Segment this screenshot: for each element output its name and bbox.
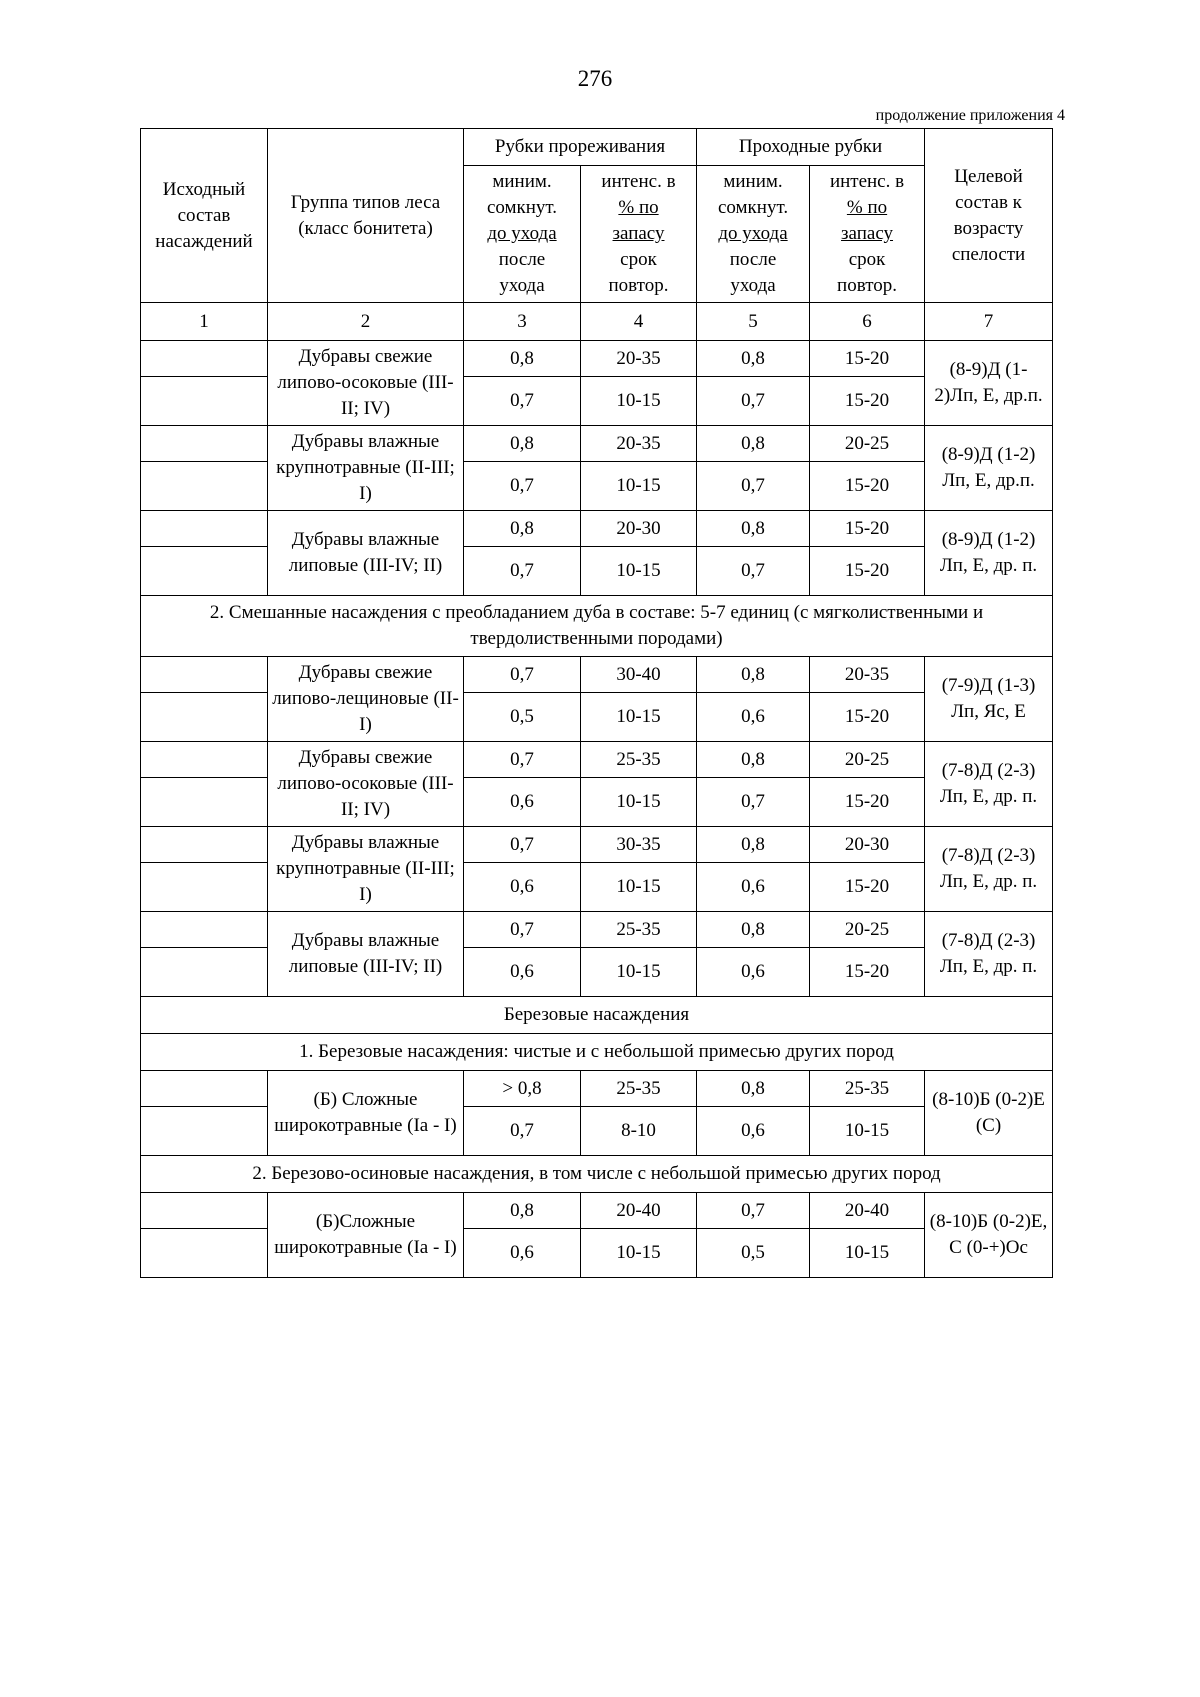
min-density-a-cell: 0,8 <box>464 1193 581 1229</box>
intensity-a-cell: 10-15 <box>581 377 697 426</box>
min-density-b-cell: 0,7 <box>697 1193 810 1229</box>
min-density-a-cell: 0,7 <box>464 377 581 426</box>
header-target-composition: Целевой состав к возрасту спелости <box>925 129 1053 303</box>
initial-composition-cell <box>141 377 268 426</box>
forest-type-group-cell: Дубравы влажные липовые (III-IV; II) <box>268 511 464 596</box>
initial-composition-cell <box>141 1071 268 1107</box>
column-number: 3 <box>464 303 581 341</box>
min-density-b-cell: 0,6 <box>697 1107 810 1156</box>
section-row <box>141 1034 1053 1071</box>
initial-composition-cell <box>141 742 268 778</box>
initial-composition-cell <box>141 341 268 377</box>
intensity-b-cell: 15-20 <box>810 462 925 511</box>
initial-composition-cell <box>141 547 268 596</box>
min-density-b-cell: 0,8 <box>697 912 810 948</box>
target-composition-cell: (8-10)Б (0-2)Е, С (0-+)Ос <box>925 1193 1053 1278</box>
column-number: 5 <box>697 303 810 341</box>
min-density-a-cell: 0,8 <box>464 341 581 377</box>
section-title: Березовые насаждения <box>141 997 1053 1034</box>
intensity-b-cell: 10-15 <box>810 1107 925 1156</box>
intensity-b-cell: 20-25 <box>810 742 925 778</box>
table-row <box>141 827 1053 863</box>
forest-type-group-cell: Дубравы свежие липово-осоковые (III-II; IV) <box>268 341 464 426</box>
min-density-a-cell: 0,7 <box>464 547 581 596</box>
initial-composition-cell <box>141 863 268 912</box>
min-density-b-cell: 0,6 <box>697 693 810 742</box>
column-number: 6 <box>810 303 925 341</box>
forest-type-group-cell: Дубравы свежие липово-лещиновые (II-I) <box>268 657 464 742</box>
min-density-a-cell: 0,6 <box>464 863 581 912</box>
min-density-a-cell: 0,7 <box>464 827 581 863</box>
intensity-a-cell: 20-30 <box>581 511 697 547</box>
intensity-b-cell: 20-30 <box>810 827 925 863</box>
forest-type-group-cell: Дубравы влажные крупнотравные (II-III; I) <box>268 827 464 912</box>
min-density-a-cell: 0,8 <box>464 426 581 462</box>
header-initial-composition: Исходный состав насаждений <box>141 129 268 303</box>
initial-composition-cell <box>141 912 268 948</box>
section-row <box>141 1156 1053 1193</box>
min-density-a-cell: 0,8 <box>464 511 581 547</box>
min-density-b-cell: 0,8 <box>697 827 810 863</box>
intensity-b-cell: 25-35 <box>810 1071 925 1107</box>
initial-composition-cell <box>141 657 268 693</box>
header-min-density-b: миним. сомкнут. до ухода после ухода <box>697 166 810 303</box>
header-intensity-b: интенс. в % по запасу срок повтор. <box>810 166 925 303</box>
min-density-a-cell: 0,6 <box>464 778 581 827</box>
intensity-a-cell: 25-35 <box>581 742 697 778</box>
min-density-b-cell: 0,5 <box>697 1229 810 1278</box>
table-row <box>141 657 1053 693</box>
section-title: 2. Березово-осиновые насаждения, в том числе с небольшой примесью других пород <box>141 1156 1053 1193</box>
initial-composition-cell <box>141 1107 268 1156</box>
table-row <box>141 1193 1053 1229</box>
initial-composition-cell <box>141 778 268 827</box>
min-density-a-cell: 0,5 <box>464 693 581 742</box>
intensity-a-cell: 10-15 <box>581 948 697 997</box>
initial-composition-cell <box>141 462 268 511</box>
intensity-a-cell: 10-15 <box>581 462 697 511</box>
min-density-b-cell: 0,8 <box>697 426 810 462</box>
section-title: 2. Смешанные насаждения с преобладанием дуба в составе: 5-7 единиц (с мягколиственными и твердолиственными породами) <box>141 596 1053 657</box>
min-density-a-cell: 0,7 <box>464 742 581 778</box>
header-intensity-a: интенс. в % по запасу срок повтор. <box>581 166 697 303</box>
forest-type-group-cell: Дубравы влажные липовые (III-IV; II) <box>268 912 464 997</box>
intensity-b-cell: 15-20 <box>810 863 925 912</box>
intensity-a-cell: 20-35 <box>581 341 697 377</box>
intensity-a-cell: 10-15 <box>581 547 697 596</box>
intensity-b-cell: 10-15 <box>810 1229 925 1278</box>
min-density-a-cell: 0,7 <box>464 462 581 511</box>
target-composition-cell: (7-8)Д (2-3) Лп, Е, др. п. <box>925 742 1053 827</box>
initial-composition-cell <box>141 426 268 462</box>
column-number: 2 <box>268 303 464 341</box>
section-row <box>141 997 1053 1034</box>
intensity-b-cell: 20-25 <box>810 426 925 462</box>
header-row-top <box>141 129 1053 166</box>
target-composition-cell: (8-10)Б (0-2)Е (С) <box>925 1071 1053 1156</box>
intensity-a-cell: 10-15 <box>581 1229 697 1278</box>
initial-composition-cell <box>141 827 268 863</box>
section-row <box>141 596 1053 657</box>
table-row <box>141 912 1053 948</box>
min-density-a-cell: 0,7 <box>464 912 581 948</box>
intensity-b-cell: 15-20 <box>810 547 925 596</box>
forest-type-group-cell: (Б) Сложные широкотравные (Ia - I) <box>268 1071 464 1156</box>
initial-composition-cell <box>141 511 268 547</box>
column-number-row <box>141 303 1053 341</box>
min-density-b-cell: 0,8 <box>697 657 810 693</box>
min-density-a-cell: 0,7 <box>464 1107 581 1156</box>
column-number: 7 <box>925 303 1053 341</box>
intensity-b-cell: 20-35 <box>810 657 925 693</box>
target-composition-cell: (8-9)Д (1-2) Лп, Е, др.п. <box>925 426 1053 511</box>
target-composition-cell: (7-8)Д (2-3) Лп, Е, др. п. <box>925 827 1053 912</box>
forest-type-group-cell: (Б)Сложные широкотравные (Ia - I) <box>268 1193 464 1278</box>
min-density-b-cell: 0,8 <box>697 1071 810 1107</box>
min-density-a-cell: 0,6 <box>464 1229 581 1278</box>
target-composition-cell: (7-8)Д (2-3) Лп, Е, др. п. <box>925 912 1053 997</box>
header-min-density-a: миним. сомкнут. до ухода после ухода <box>464 166 581 303</box>
table-row <box>141 1071 1053 1107</box>
min-density-a-cell: 0,6 <box>464 948 581 997</box>
intensity-a-cell: 30-35 <box>581 827 697 863</box>
min-density-b-cell: 0,7 <box>697 547 810 596</box>
forest-thinning-table <box>140 128 1053 1278</box>
intensity-b-cell: 20-40 <box>810 1193 925 1229</box>
min-density-b-cell: 0,8 <box>697 511 810 547</box>
min-density-b-cell: 0,8 <box>697 742 810 778</box>
target-composition-cell: (8-9)Д (1-2)Лп, Е, др.п. <box>925 341 1053 426</box>
table-row <box>141 742 1053 778</box>
forest-type-group-cell: Дубравы влажные крупнотравные (II-III; I) <box>268 426 464 511</box>
min-density-b-cell: 0,7 <box>697 778 810 827</box>
min-density-b-cell: 0,6 <box>697 863 810 912</box>
min-density-b-cell: 0,8 <box>697 341 810 377</box>
column-number: 1 <box>141 303 268 341</box>
intensity-b-cell: 15-20 <box>810 511 925 547</box>
intensity-b-cell: 15-20 <box>810 693 925 742</box>
min-density-b-cell: 0,7 <box>697 377 810 426</box>
min-density-a-cell: > 0,8 <box>464 1071 581 1107</box>
intensity-a-cell: 10-15 <box>581 693 697 742</box>
intensity-a-cell: 10-15 <box>581 778 697 827</box>
target-composition-cell: (8-9)Д (1-2) Лп, Е, др. п. <box>925 511 1053 596</box>
initial-composition-cell <box>141 1229 268 1278</box>
initial-composition-cell <box>141 693 268 742</box>
table-row <box>141 511 1053 547</box>
intensity-b-cell: 15-20 <box>810 341 925 377</box>
section-title: 1. Березовые насаждения: чистые и с небольшой примесью других пород <box>141 1034 1053 1071</box>
table-row <box>141 426 1053 462</box>
header-thinning-cuts: Рубки прореживания <box>464 129 697 166</box>
initial-composition-cell <box>141 948 268 997</box>
intensity-b-cell: 20-25 <box>810 912 925 948</box>
table-row <box>141 341 1053 377</box>
min-density-b-cell: 0,7 <box>697 462 810 511</box>
header-forest-type-group: Группа типов леса (класс бонитета) <box>268 129 464 303</box>
target-composition-cell: (7-9)Д (1-3) Лп, Яс, Е <box>925 657 1053 742</box>
intensity-b-cell: 15-20 <box>810 377 925 426</box>
initial-composition-cell <box>141 1193 268 1229</box>
intensity-b-cell: 15-20 <box>810 778 925 827</box>
intensity-a-cell: 30-40 <box>581 657 697 693</box>
min-density-a-cell: 0,7 <box>464 657 581 693</box>
intensity-a-cell: 8-10 <box>581 1107 697 1156</box>
header-passage-cuts: Проходные рубки <box>697 129 925 166</box>
min-density-b-cell: 0,6 <box>697 948 810 997</box>
page-number: 276 <box>577 66 613 91</box>
intensity-a-cell: 25-35 <box>581 912 697 948</box>
intensity-a-cell: 20-40 <box>581 1193 697 1229</box>
intensity-b-cell: 15-20 <box>810 948 925 997</box>
intensity-a-cell: 25-35 <box>581 1071 697 1107</box>
forest-type-group-cell: Дубравы свежие липово-осоковые (III-II; IV) <box>268 742 464 827</box>
column-number: 4 <box>581 303 697 341</box>
continuation-note: продолжение приложения 4 <box>875 107 1065 124</box>
intensity-a-cell: 20-35 <box>581 426 697 462</box>
intensity-a-cell: 10-15 <box>581 863 697 912</box>
